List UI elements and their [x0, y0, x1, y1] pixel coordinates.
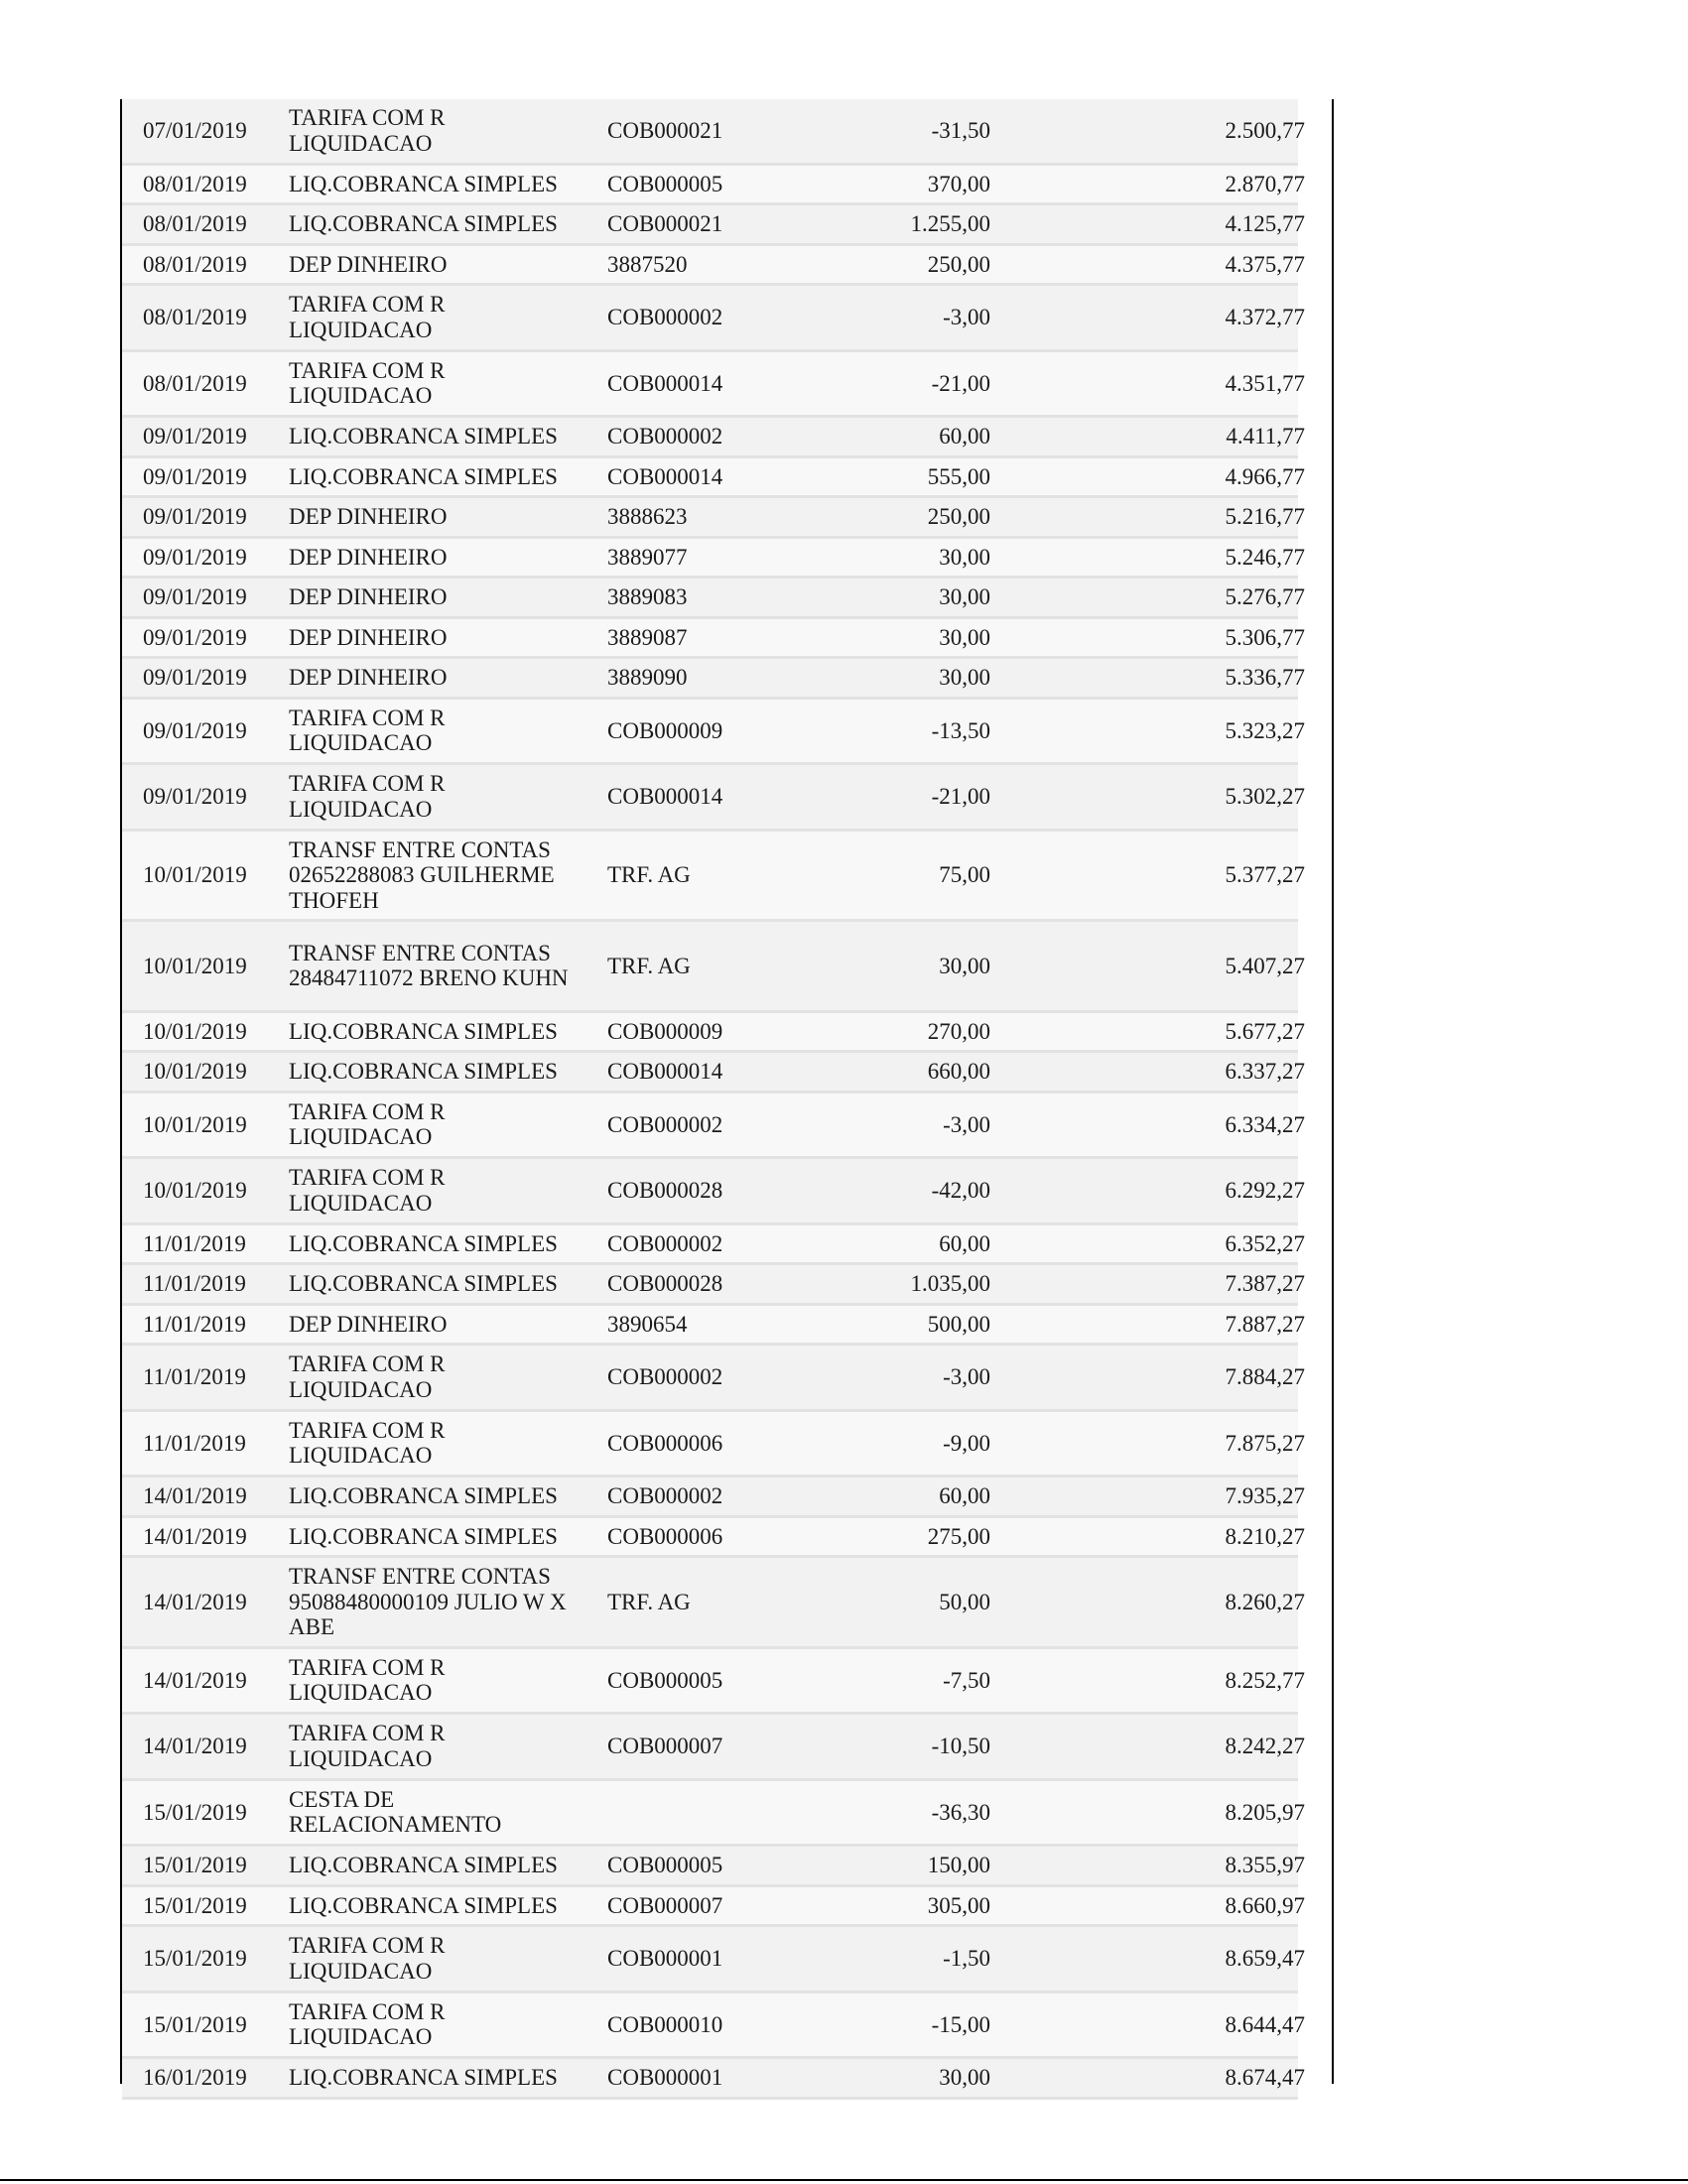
table-row [122, 1887, 1305, 1928]
row-date: 09/01/2019 [143, 717, 247, 743]
row-value: 60,00 [939, 1230, 990, 1256]
row-balance: 5.677,27 [1225, 1018, 1305, 1044]
row-value: 250,00 [927, 251, 990, 277]
row-document: 3888623 [607, 504, 688, 529]
row-date: 14/01/2019 [143, 1483, 247, 1508]
row-document: 3890654 [607, 1311, 688, 1337]
row-date: 10/01/2019 [143, 1018, 247, 1044]
row-date: 09/01/2019 [143, 624, 247, 650]
row-document: COB000014 [607, 370, 723, 396]
row-value: -10,50 [931, 1734, 990, 1758]
table-row [122, 659, 1305, 700]
row-description: CESTA DE RELACIONAMENTO [289, 1786, 502, 1838]
row-date: 14/01/2019 [143, 1734, 247, 1758]
row-description: TRANSF ENTRE CONTAS 02652288083 GUILHERME THOFEH [289, 836, 555, 913]
row-value: -21,00 [931, 370, 990, 396]
table-row [122, 1518, 1305, 1559]
row-description: TARIFA COM R LIQUIDACAO [289, 1933, 446, 1984]
table-row [122, 619, 1305, 660]
row-value: -31,50 [931, 118, 990, 143]
row-description: DEP DINHEIRO [289, 251, 448, 277]
table-row [122, 832, 1305, 923]
row-date: 09/01/2019 [143, 504, 247, 529]
row-document: TRF. AG [607, 953, 691, 978]
row-document: TRF. AG [607, 862, 691, 887]
row-balance: 6.337,27 [1225, 1059, 1305, 1084]
row-document: COB000007 [607, 1892, 723, 1918]
row-balance: 7.387,27 [1225, 1271, 1305, 1296]
row-description: LIQ.COBRANCA SIMPLES [289, 1483, 558, 1508]
row-document: COB000005 [607, 1667, 723, 1693]
row-balance: 2.500,77 [1225, 118, 1305, 143]
row-value: 60,00 [939, 1483, 990, 1508]
table-row [122, 539, 1305, 579]
row-value: -3,00 [943, 305, 990, 329]
row-date: 09/01/2019 [143, 784, 247, 809]
row-balance: 4.125,77 [1225, 211, 1305, 236]
row-description: TRANSF ENTRE CONTAS 28484711072 BRENO KUHN [289, 940, 569, 991]
row-date: 08/01/2019 [143, 251, 247, 277]
row-description: LIQ.COBRANCA SIMPLES [289, 1853, 558, 1877]
row-description: TARIFA COM R LIQUIDACAO [289, 357, 446, 409]
row-balance: 7.935,27 [1225, 1483, 1305, 1508]
row-document: COB000007 [607, 1734, 723, 1758]
row-balance: 2.870,77 [1225, 171, 1305, 196]
page-bottom-rule [0, 2179, 1688, 2181]
row-description: LIQ.COBRANCA SIMPLES [289, 1059, 558, 1084]
row-value: -3,00 [943, 1364, 990, 1389]
row-date: 11/01/2019 [143, 1271, 246, 1296]
row-document: COB000005 [607, 1853, 723, 1877]
table-row [122, 1346, 1305, 1412]
row-balance: 6.292,27 [1225, 1178, 1305, 1203]
row-value: 370,00 [927, 171, 990, 196]
table-row [122, 922, 1305, 1013]
row-balance: 5.336,77 [1225, 665, 1305, 690]
row-description: DEP DINHEIRO [289, 544, 448, 570]
row-description: LIQ.COBRANCA SIMPLES [289, 211, 558, 236]
row-value: 30,00 [939, 2065, 990, 2090]
row-balance: 8.659,47 [1225, 1946, 1305, 1971]
row-document: COB000005 [607, 171, 723, 196]
row-document: COB000006 [607, 1430, 723, 1456]
row-balance: 6.352,27 [1225, 1230, 1305, 1256]
row-description: TARIFA COM R LIQUIDACAO [289, 1417, 446, 1469]
row-balance: 8.252,77 [1225, 1667, 1305, 1693]
row-description: TARIFA COM R LIQUIDACAO [289, 105, 446, 156]
row-date: 11/01/2019 [143, 1230, 246, 1256]
row-document: COB000014 [607, 463, 723, 489]
row-document: 3889083 [607, 584, 688, 609]
row-value: -1,50 [943, 1946, 990, 1971]
table-row [122, 1927, 1305, 1993]
row-date: 09/01/2019 [143, 665, 247, 690]
row-value: 60,00 [939, 424, 990, 449]
table-row [122, 418, 1305, 458]
row-balance: 5.323,27 [1225, 717, 1305, 743]
table-row [122, 166, 1305, 206]
row-value: 75,00 [939, 862, 990, 887]
table-row [122, 1053, 1305, 1093]
row-balance: 8.660,97 [1225, 1892, 1305, 1918]
row-value: -36,30 [931, 1799, 990, 1825]
row-description: TARIFA COM R LIQUIDACAO [289, 705, 446, 756]
row-document: 3889090 [607, 665, 688, 690]
row-balance: 6.334,27 [1225, 1111, 1305, 1137]
row-balance: 8.205,97 [1225, 1799, 1305, 1825]
row-value: 30,00 [939, 544, 990, 570]
row-description: LIQ.COBRANCA SIMPLES [289, 2065, 558, 2090]
row-description: TARIFA COM R LIQUIDACAO [289, 1098, 446, 1150]
row-date: 10/01/2019 [143, 1178, 247, 1203]
row-date: 09/01/2019 [143, 424, 247, 449]
row-document: COB000021 [607, 211, 723, 236]
row-document: COB000006 [607, 1523, 723, 1549]
table-row [122, 1993, 1305, 2060]
row-date: 08/01/2019 [143, 370, 247, 396]
table-row [122, 1847, 1305, 1887]
row-description: LIQ.COBRANCA SIMPLES [289, 463, 558, 489]
row-description: LIQ.COBRANCA SIMPLES [289, 1230, 558, 1256]
row-balance: 8.242,27 [1225, 1734, 1305, 1758]
row-value: -15,00 [931, 2011, 990, 2037]
row-description: TARIFA COM R LIQUIDACAO [289, 292, 446, 342]
row-document: COB000014 [607, 784, 723, 809]
statement-table [122, 99, 1305, 2100]
row-date: 08/01/2019 [143, 171, 247, 196]
table-row [122, 1715, 1305, 1781]
row-description: LIQ.COBRANCA SIMPLES [289, 1018, 558, 1044]
row-balance: 4.966,77 [1225, 463, 1305, 489]
row-balance: 8.355,97 [1225, 1853, 1305, 1877]
row-date: 14/01/2019 [143, 1667, 247, 1693]
row-balance: 8.260,27 [1225, 1589, 1305, 1614]
row-value: -3,00 [943, 1111, 990, 1137]
row-date: 15/01/2019 [143, 1892, 247, 1918]
row-date: 15/01/2019 [143, 1853, 247, 1877]
row-value: 50,00 [939, 1589, 990, 1614]
row-value: -21,00 [931, 784, 990, 809]
table-row [122, 458, 1305, 499]
row-balance: 8.210,27 [1225, 1523, 1305, 1549]
row-balance: 4.351,77 [1225, 370, 1305, 396]
row-description: TARIFA COM R LIQUIDACAO [289, 771, 446, 822]
row-value: 275,00 [927, 1523, 990, 1549]
row-balance: 5.407,27 [1225, 953, 1305, 978]
row-date: 09/01/2019 [143, 544, 247, 570]
row-balance: 4.372,77 [1225, 305, 1305, 329]
row-description: LIQ.COBRANCA SIMPLES [289, 424, 558, 449]
table-row [122, 1781, 1305, 1848]
row-document: COB000028 [607, 1178, 723, 1203]
row-value: 150,00 [927, 1853, 990, 1877]
row-document: TRF. AG [607, 1589, 691, 1614]
table-row [122, 1013, 1305, 1054]
row-value: 555,00 [927, 463, 990, 489]
table-row [122, 1159, 1305, 1225]
row-date: 11/01/2019 [143, 1311, 246, 1337]
table-row [122, 352, 1305, 419]
table-row [122, 1412, 1305, 1478]
row-description: TARIFA COM R LIQUIDACAO [289, 1998, 446, 2050]
row-value: 1.035,00 [910, 1271, 990, 1296]
row-date: 16/01/2019 [143, 2065, 247, 2090]
row-description: TRANSF ENTRE CONTAS 95088480000109 JULIO W X ABE [289, 1564, 567, 1639]
table-row [122, 205, 1305, 246]
row-description: LIQ.COBRANCA SIMPLES [289, 1523, 558, 1549]
table-row [122, 1649, 1305, 1716]
row-balance: 8.674,47 [1225, 2065, 1305, 2090]
table-row [122, 1306, 1305, 1347]
row-document: 3889087 [607, 624, 688, 650]
row-document: COB000028 [607, 1271, 723, 1296]
row-date: 08/01/2019 [143, 305, 247, 329]
table-row [122, 2059, 1305, 2100]
row-description: LIQ.COBRANCA SIMPLES [289, 171, 558, 196]
row-value: 305,00 [927, 1892, 990, 1918]
row-date: 10/01/2019 [143, 1111, 247, 1137]
row-value: 250,00 [927, 504, 990, 529]
row-value: 500,00 [927, 1311, 990, 1337]
row-document: COB000001 [607, 1946, 723, 1971]
row-document: COB000002 [607, 1364, 723, 1389]
row-date: 07/01/2019 [143, 118, 247, 143]
row-balance: 5.377,27 [1225, 862, 1305, 887]
row-balance: 7.887,27 [1225, 1311, 1305, 1337]
row-description: DEP DINHEIRO [289, 584, 448, 609]
row-balance: 5.302,27 [1225, 784, 1305, 809]
table-row [122, 578, 1305, 619]
row-description: LIQ.COBRANCA SIMPLES [289, 1271, 558, 1296]
row-balance: 5.246,77 [1225, 544, 1305, 570]
row-date: 10/01/2019 [143, 953, 247, 978]
row-document: COB000002 [607, 305, 723, 329]
row-value: 30,00 [939, 665, 990, 690]
row-document: COB000002 [607, 1230, 723, 1256]
row-date: 14/01/2019 [143, 1589, 247, 1614]
row-description: TARIFA COM R LIQUIDACAO [289, 1351, 446, 1402]
table-row [122, 700, 1305, 766]
row-value: 270,00 [927, 1018, 990, 1044]
row-description: TARIFA COM R LIQUIDACAO [289, 1721, 446, 1771]
table-row [122, 246, 1305, 287]
table-row [122, 1558, 1305, 1649]
row-value: 660,00 [927, 1059, 990, 1084]
row-date: 11/01/2019 [143, 1430, 246, 1456]
table-row [122, 99, 1305, 166]
row-document: COB000002 [607, 1111, 723, 1137]
row-date: 08/01/2019 [143, 211, 247, 236]
table-row [122, 1093, 1305, 1160]
row-date: 15/01/2019 [143, 1799, 247, 1825]
row-balance: 8.644,47 [1225, 2011, 1305, 2037]
row-document: 3889077 [607, 544, 688, 570]
row-description: TARIFA COM R LIQUIDACAO [289, 1165, 446, 1216]
row-value: -9,00 [943, 1430, 990, 1456]
row-date: 15/01/2019 [143, 2011, 247, 2037]
row-description: DEP DINHEIRO [289, 504, 448, 529]
row-document: COB000009 [607, 1018, 723, 1044]
row-date: 10/01/2019 [143, 1059, 247, 1084]
row-description: DEP DINHEIRO [289, 665, 448, 690]
row-date: 09/01/2019 [143, 584, 247, 609]
row-description: TARIFA COM R LIQUIDACAO [289, 1654, 446, 1706]
row-value: 1.255,00 [910, 211, 990, 236]
row-value: -13,50 [931, 717, 990, 743]
row-document: COB000014 [607, 1059, 723, 1084]
row-document: 3887520 [607, 251, 688, 277]
table-row [122, 1265, 1305, 1306]
table-row [122, 765, 1305, 832]
row-value: 30,00 [939, 953, 990, 978]
row-value: -42,00 [931, 1178, 990, 1203]
page-right-rule [1332, 99, 1334, 2084]
table-row [122, 1225, 1305, 1266]
row-balance: 4.375,77 [1225, 251, 1305, 277]
row-description: DEP DINHEIRO [289, 1311, 448, 1337]
row-document: COB000021 [607, 118, 723, 143]
row-date: 10/01/2019 [143, 862, 247, 887]
row-balance: 5.306,77 [1225, 624, 1305, 650]
row-balance: 5.276,77 [1225, 584, 1305, 609]
row-balance: 4.411,77 [1226, 424, 1305, 449]
row-document: COB000010 [607, 2011, 723, 2037]
row-description: LIQ.COBRANCA SIMPLES [289, 1892, 558, 1918]
table-row [122, 498, 1305, 539]
table-row [122, 286, 1305, 352]
row-balance: 7.875,27 [1225, 1430, 1305, 1456]
row-date: 14/01/2019 [143, 1523, 247, 1549]
row-document: COB000002 [607, 424, 723, 449]
row-balance: 5.216,77 [1225, 504, 1305, 529]
row-date: 15/01/2019 [143, 1946, 247, 1971]
row-value: 30,00 [939, 624, 990, 650]
row-document: COB000001 [607, 2065, 723, 2090]
row-document: COB000002 [607, 1483, 723, 1508]
row-date: 09/01/2019 [143, 463, 247, 489]
table-row [122, 1477, 1305, 1518]
row-value: -7,50 [943, 1667, 990, 1693]
row-document: COB000009 [607, 717, 723, 743]
row-date: 11/01/2019 [143, 1364, 246, 1389]
row-description: DEP DINHEIRO [289, 624, 448, 650]
row-value: 30,00 [939, 584, 990, 609]
row-balance: 7.884,27 [1225, 1364, 1305, 1389]
